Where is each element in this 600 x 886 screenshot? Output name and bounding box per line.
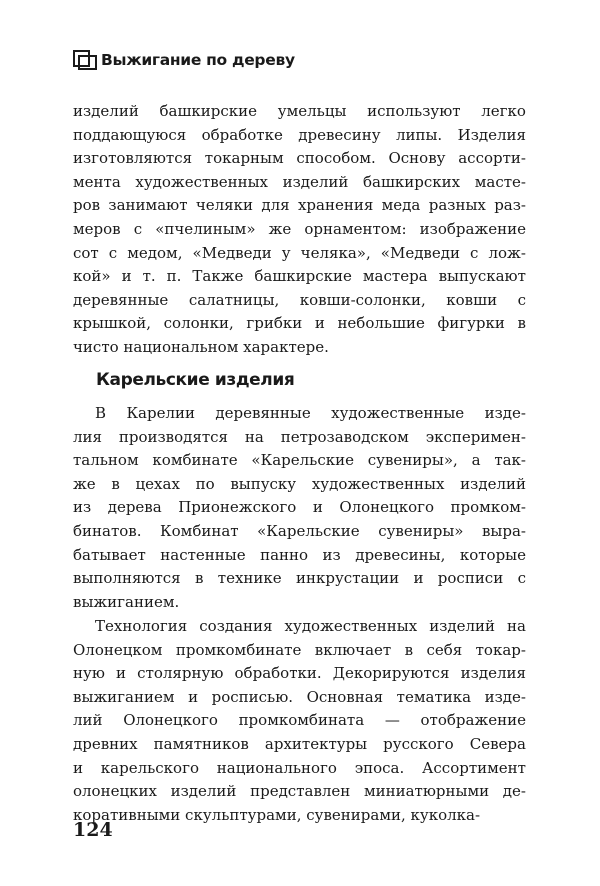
- text-line: коративными скульптурами, сувенирами, куколка-: [73, 805, 481, 824]
- text-line: из дерева Прионежского и Олонецкого промком-: [73, 498, 526, 517]
- text-line: меров с «пчелиным» же орнаментом: изображение: [73, 219, 526, 238]
- header-title: Выжигание по дереву: [101, 51, 295, 69]
- text-line: же в цехах по выпуску художественных изделий: [73, 474, 526, 493]
- text-line: крышкой, солонки, грибки и небольшие фигурки в: [73, 314, 526, 333]
- text-line: Технология создания художественных изделий на: [95, 617, 526, 635]
- text-line: изделий башкирские умельцы используют легко: [73, 102, 526, 120]
- text-line: древних памятников архитектуры русского Севера: [73, 734, 526, 753]
- text-line: выполняются в технике инкрустации и росписи с: [73, 569, 526, 588]
- text-line: поддающуюся обработке древесину липы. Изделия: [73, 125, 526, 144]
- text-line: деревянные салатницы, ковши-солонки, ковши с: [73, 290, 526, 309]
- section-heading: Карельские изделия: [96, 370, 295, 390]
- running-header: [73, 50, 295, 70]
- text-line: кой» и т. п. Также башкирские мастера выпускают: [73, 267, 526, 286]
- text-line: В Карелии деревянные художественные изде-: [95, 404, 526, 422]
- text-line: ную и столярную обработки. Декорируются изделия: [73, 664, 526, 683]
- paragraph-karelia: [73, 402, 526, 614]
- text-line: бинатов. Комбинат «Карельские сувениры» выра-: [73, 521, 526, 540]
- text-line: лий Олонецкого промкомбината — отображение: [73, 711, 526, 730]
- text-line: батывает настенные панно из древесины, которые: [73, 545, 526, 564]
- text-line: лия производятся на петрозаводском эксперимен-: [73, 427, 526, 446]
- text-line: выжиганием и росписью. Основная тематика изде-: [73, 687, 526, 706]
- text-line: изготовляются токарным способом. Основу ассорти-: [73, 149, 526, 168]
- text-line: и карельского национального эпоса. Ассортимент: [73, 758, 526, 777]
- text-line: чисто национальном характере.: [73, 337, 329, 356]
- text-line: выжиганием.: [73, 592, 180, 611]
- text-line: мента художественных изделий башкирских масте-: [73, 172, 526, 191]
- paragraph-bashkir-continuation: [73, 100, 526, 360]
- page-corner-icon: [73, 50, 97, 70]
- page-number: 124: [73, 819, 113, 841]
- text-line: ров занимают челяки для хранения меда разных раз-: [73, 196, 526, 215]
- text-line: олонецких изделий представлен миниатюрными де-: [73, 782, 526, 801]
- paragraph-olonets: [73, 615, 526, 827]
- text-line: тальном комбинате «Карельские сувениры», а так-: [73, 451, 526, 470]
- text-line: сот с медом, «Медведи у челяка», «Медведи с лож-: [73, 243, 526, 262]
- text-line: Олонецком промкомбинате включает в себя токар-: [73, 640, 526, 659]
